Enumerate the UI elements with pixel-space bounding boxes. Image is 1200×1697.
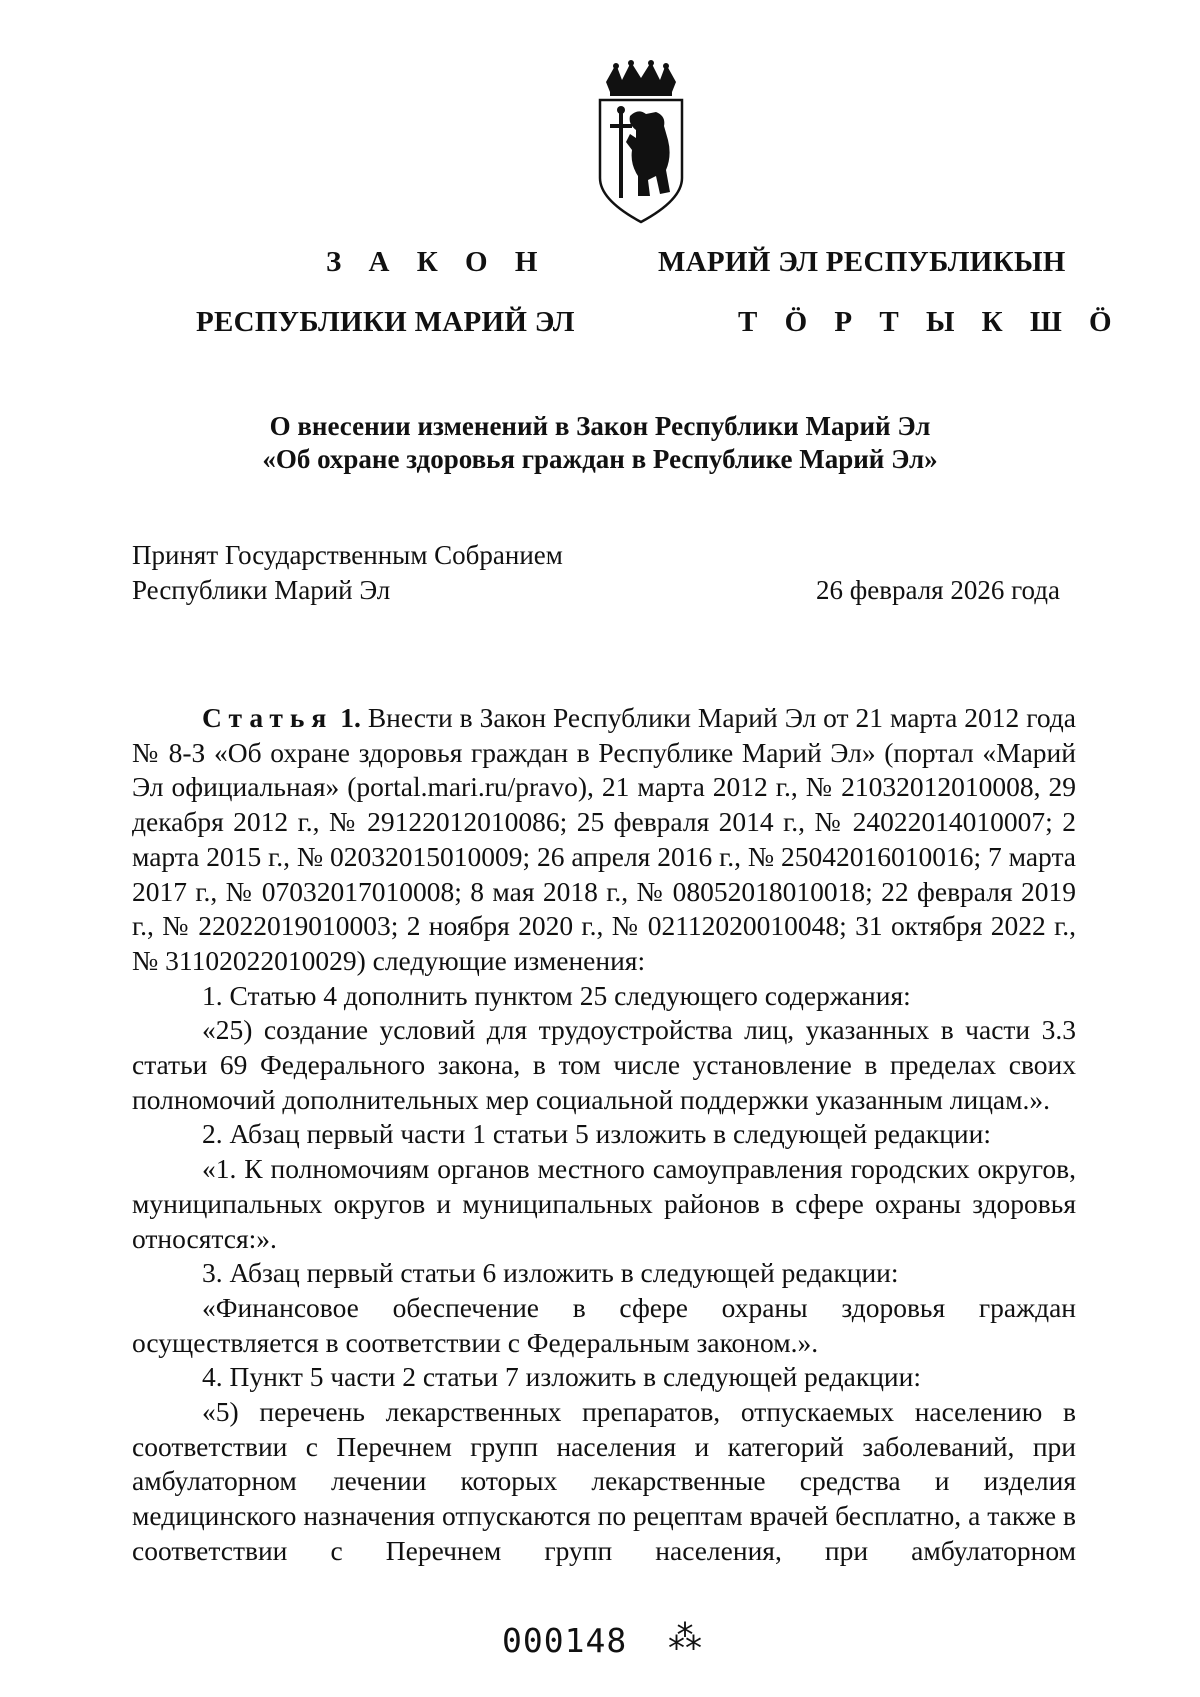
article-1-lead-text: Внести в Закон Республики Марий Эл от 21 марта 2012 года № 8-З «Об охране здоровья граждан в Республике Марий Эл» (портал «Марий Эл официальная» (portal.mari.ru/pravo), 21 марта 2012 г., № 21032012010008, 29 декабря 2012 г., № 29122012010086; 25 февраля 2014 г., № 24022014010007; 2 марта 2015 г., № 02032015010009; 26 апреля 2016 г., № 25042016010016; 7 марта 2017 г., № 07032017010008; 8 мая 2018 г., № 08052018010018; 22 февраля 2019 г., № 22022019010003; 2 ноября 2020 г., № 02112020010048; 31 октября 2022 г., № 31102022010029) следующие изменения: [132, 702, 1076, 976]
article-label: Статья [202, 702, 334, 733]
article-1-item-3: 3. Абзац первый статьи 6 изложить в следующей редакции: [202, 1257, 899, 1289]
article-1-item-4: 4. Пункт 5 части 2 статьи 7 изложить в следующей редакции: [202, 1361, 922, 1393]
article-1-body [132, 701, 1076, 1569]
article-number: 1. [333, 702, 361, 733]
coat-of-arms-emblem [586, 60, 696, 230]
article-1-item-4-text: «5) перечень лекарственных препаратов, отпускаемых населению в соответствии с Перечнем групп населения и категорий заболеваний, при амбулаторном лечении которых лекарственные средства и изделия медицинского назначения отпускаются по рецептам врачей бесплатно, а также в соответствии с Перечнем групп населения, при амбулаторном [132, 1396, 1076, 1566]
asterism-mark: ⁂ [668, 1618, 702, 1658]
law-title [0, 410, 1200, 476]
header-mari-republic-name: МАРИЙ ЭЛ РЕСПУБЛИКЫН [658, 246, 1066, 278]
adoption-statement [132, 538, 563, 608]
document-serial-number: 000148 [502, 1621, 628, 1660]
header-mari-law-word: Т Ӧ Р Т Ы К Ш Ӧ [738, 306, 1122, 338]
adoption-line-2: Республики Марий Эл [132, 575, 391, 605]
adoption-line-1: Принят Государственным Собранием [132, 540, 563, 570]
adoption-date: 26 февраля 2026 года [816, 575, 1060, 605]
law-title-line-1: О внесении изменений в Закон Республики Марий Эл [269, 411, 931, 441]
law-title-line-2: «Об охране здоровья граждан в Республике Марий Эл» [262, 444, 938, 474]
article-1-item-2: 2. Абзац первый части 1 статьи 5 изложить в следующей редакции: [202, 1118, 992, 1150]
article-1-item-1-text: «25) создание условий для трудоустройства лиц, указанных в части 3.3 статьи 69 Федерального закона, в том числе установление в пределах своих полномочий дополнительных мер социальной поддержки указанным лицам.». [132, 1014, 1076, 1115]
article-1-item-1: 1. Статью 4 дополнить пунктом 25 следующего содержания: [202, 979, 911, 1011]
header-law-word: З А К О Н [326, 246, 548, 278]
header-republic-name: РЕСПУБЛИКИ МАРИЙ ЭЛ [196, 306, 575, 338]
article-1-item-3-text: «Финансовое обеспечение в сфере охраны здоровья граждан осуществляется в соответствии с Федеральным законом.». [132, 1291, 1076, 1358]
article-1-lead-paragraph [132, 701, 1076, 979]
article-1-item-2-text: «1. К полномочиям органов местного самоуправления городских округов, муниципальных округов и муниципальных районов в сфере охраны здоровья относятся:». [132, 1153, 1076, 1254]
